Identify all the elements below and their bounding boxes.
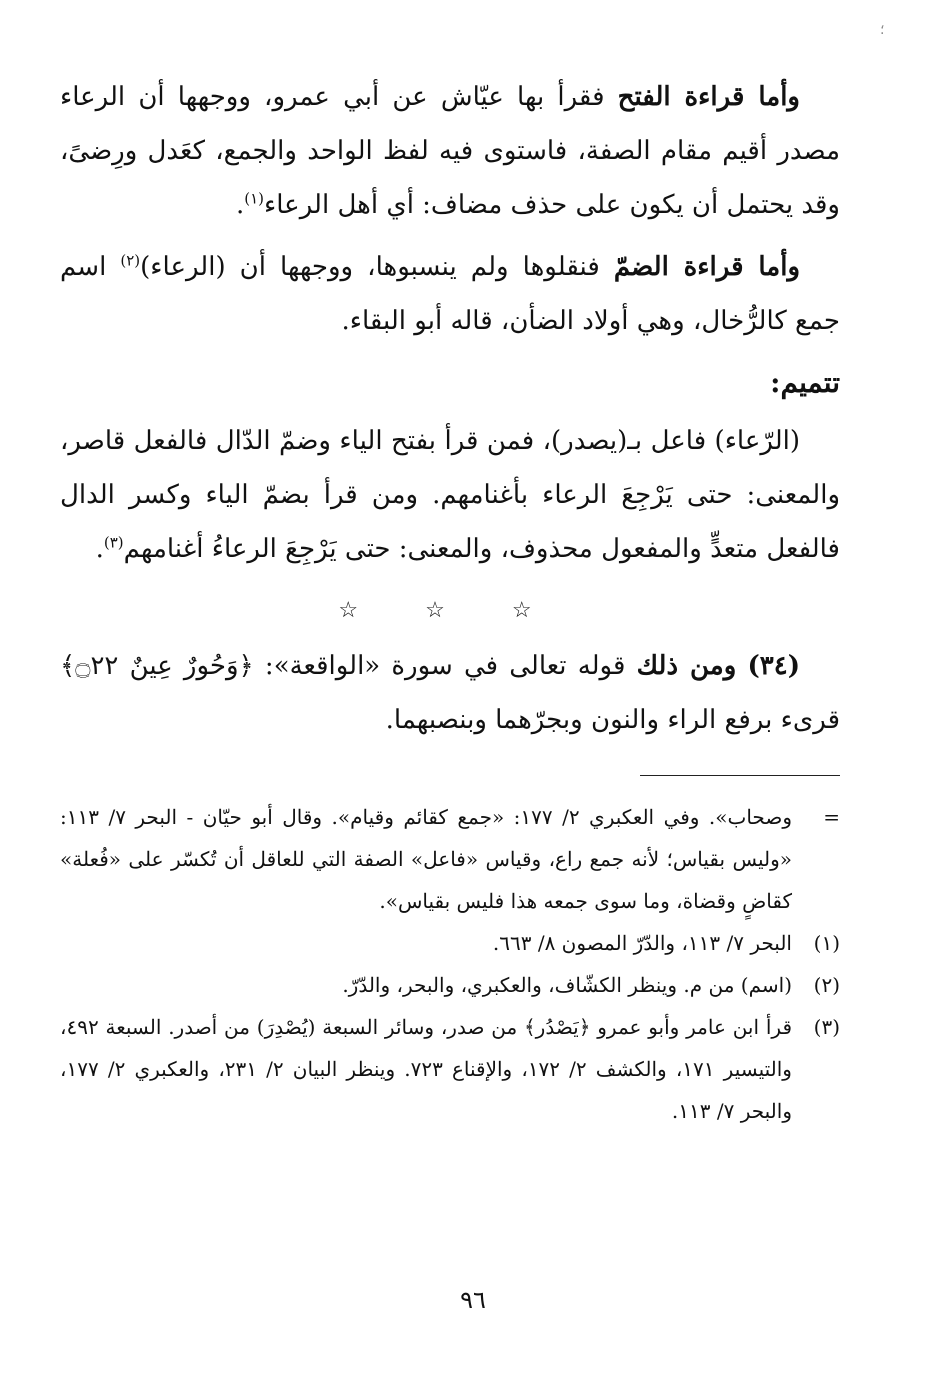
paragraph-text: قوله تعالى في سورة «الواقعة»: ﴿وَحُورٌ عِينٌ ۝٢٢﴾ قرىء برفع الراء والنون وبجرّهما وبنصبهما. [60,651,840,735]
paragraph-section-34 [60,639,840,747]
footnote-ref-1: (١) [244,189,265,208]
paragraph-text: فنقلوها ولم ينسبوها، ووجهها أن (الرعاء) [140,252,614,282]
section-divider-stars: ☆ ☆ ☆ [338,598,562,623]
paragraph-tatmim [60,414,840,576]
page-body [60,70,840,1132]
footnote-text: وصحاب». وفي العكبري ٢/ ١٧٧: «جمع كقائم وقيام». وقال أبو حيّان - البحر ٧/ ١١٣: «وليس بقياس؛ لأنه جمع راع، وقياس «فاعل» الصفة التي للعاقل أن تُكسّر على «فُعلة» كقاضٍ وقضاة، وما سوى جمعه هذا فليس بقياس». [60,805,792,913]
paragraph-lead: ومن ذلك [636,651,737,681]
paragraph-text: (الرّعاء) فاعل بـ(يصدر)، فمن قرأ بفتح الياء وضمّ الدّال فالفعل قاصر، والمعنى: حتى يَرْجِعَ الرعاء بأغنامهم. ومن قرأ بضمّ الياء وكسر الدال فالفعل متعدٍّ والمفعول محذوف، والمعنى: حتى يَرْجِعَ الرعاءُ أغنامهم [60,426,840,564]
footnote-item [60,1006,840,1132]
footnote-number: (٢) [813,973,840,997]
footnotes [60,796,840,1132]
margin-mark: ؛ [880,22,885,38]
footnote-separator [640,775,840,776]
paragraph-tail: . [95,534,104,564]
section-heading-tatmim: تتميم: [770,366,840,399]
footnote-item [60,964,840,1006]
footnote-number: (٣) [813,1015,840,1039]
footnote-item [60,796,840,922]
footnote-text: (اسم) من م. وينظر الكشّاف، والعكبري، والبحر، والدّرّ. [342,973,792,997]
footnote-text: البحر ٧/ ١١٣، والدّرّ المصون ٨/ ٦٦٣. [492,931,792,955]
paragraph-tail: اسم جمع كالرُّخال، وهي أولاد الضأن، قاله أبو البقاء. [60,252,840,336]
footnote-number: = [823,805,840,829]
section-number: (٣٤) [747,651,801,681]
footnote-ref-3: (٣) [103,533,124,552]
footnote-text: قرأ ابن عامر وأبو عمرو ﴿يَصْدُر﴾ من صدر، وسائر السبعة (يُصْدِرَ) من أصدر. السبعة ٤٩٢، والتيسير ١٧١، والكشف ٢/ ١٧٢، والإقناع ٧٢٣. وينظر البيان ٢/ ٢٣١، والعكبري ٢/ ١٧٧، والبحر ٧/ ١١٣. [60,1015,792,1123]
paragraph-damm [60,240,840,348]
footnote-item [60,922,840,964]
paragraph-lead: وأما قراءة الفتح [617,82,800,112]
paragraph-fath [60,70,840,232]
paragraph-tail: . [235,190,245,220]
footnote-number: (١) [813,931,840,955]
paragraph-text: فقرأ بها عيّاش عن أبي عمرو، ووجهها أن الرعاء مصدر أقيم مقام الصفة، فاستوى فيه لفظ الواحد والجمع، كعَدل ورِضىً، وقد يحتمل أن يكون على حذف مضاف: أي أهل الرعاء [60,82,840,220]
footnote-ref-2: (٢) [120,251,141,270]
page-number: ٩٦ [460,1286,486,1314]
paragraph-lead: وأما قراءة الضمّ [613,252,800,282]
